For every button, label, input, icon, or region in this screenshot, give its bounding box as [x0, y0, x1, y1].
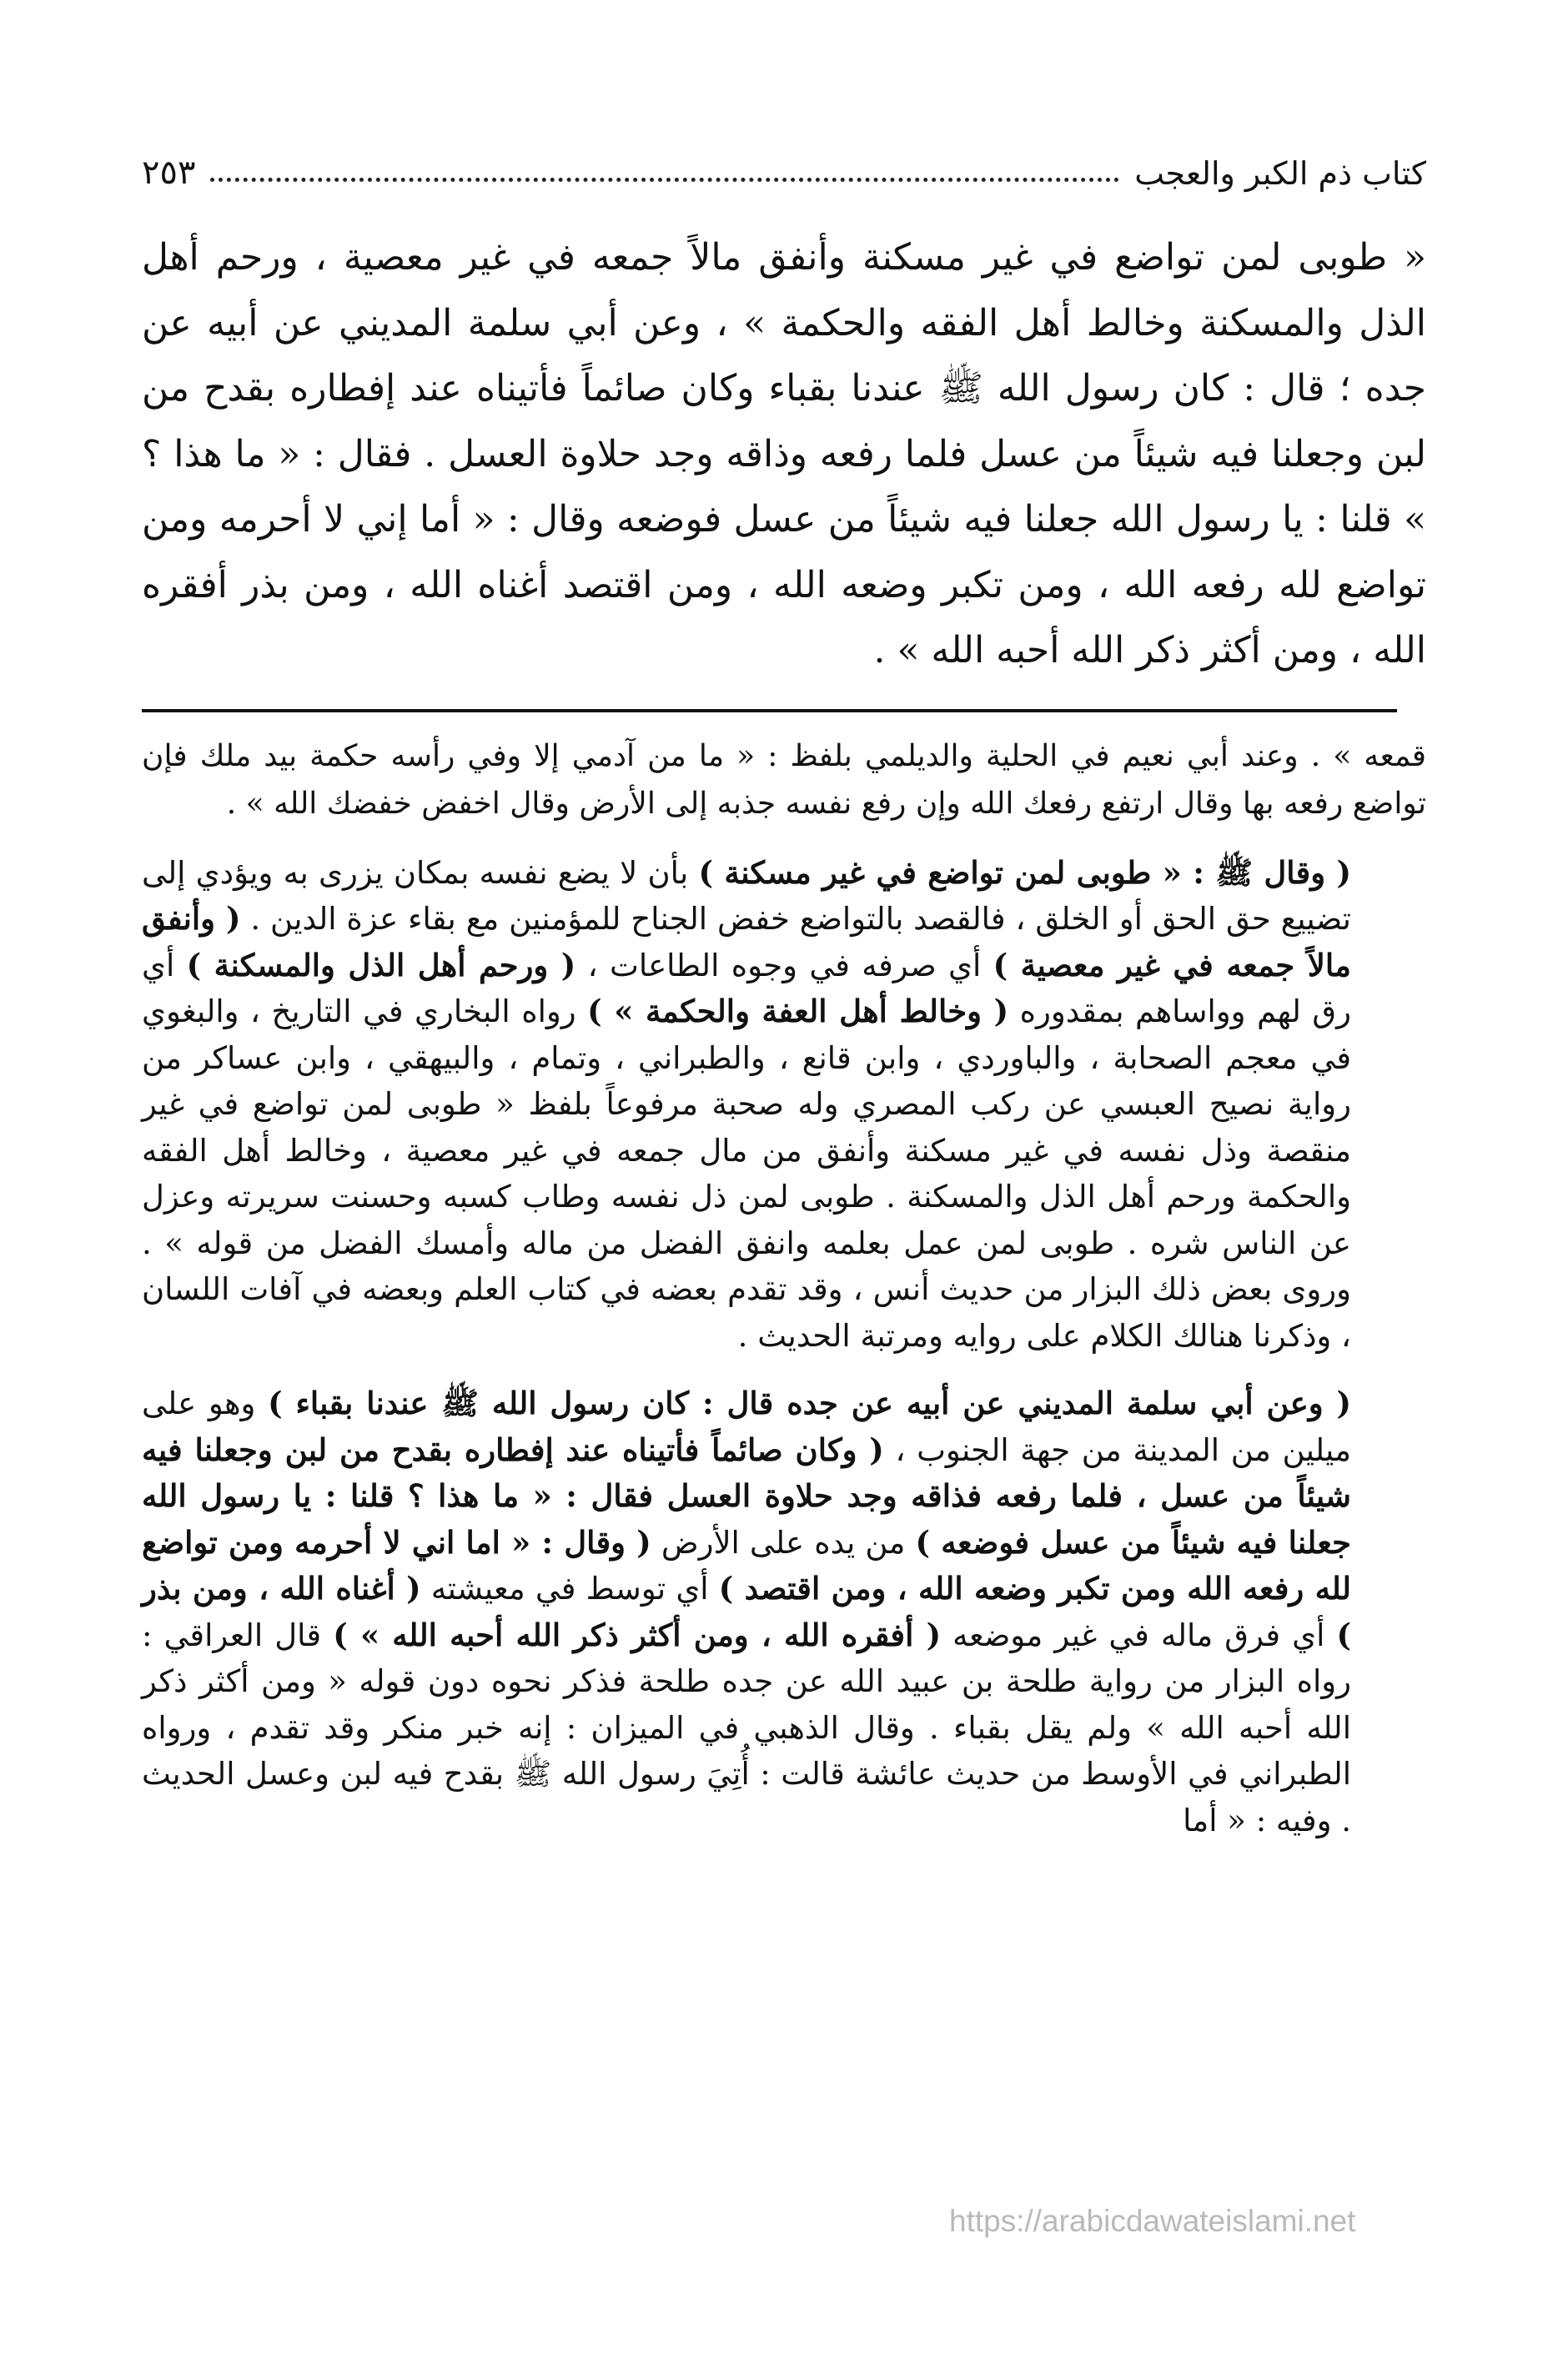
commentary-text: أي رق لهم وواساهم بمقدوره [142, 947, 1351, 1029]
quoted-text: ( وقال : « اما اني لا أحرمه ومن تواضع لله رفعه الله ومن تكبر وضعه الله ، ومن اقتصد ) [142, 1523, 1351, 1607]
commentary-text: أي فرق ماله في غير موضعه [941, 1617, 1337, 1653]
quoted-text: ( وكان صائماً فأتيناه عند إفطاره بقدح من لبن وجعلنا فيه شيئاً من عسل ، فلما رفعه فذاقه وجد حلاوة العسل فقال : « ما هذا ؟ قلنا : يا رسول الله جعلنا فيه شيئاً من عسل فوضعه ) [142, 1431, 1352, 1561]
quoted-text: ( أغناه الله ، ومن بذر ) [142, 1570, 1352, 1653]
dotted-leader [210, 178, 1119, 182]
commentary-block [142, 850, 1426, 1844]
commentary-paragraph-1 [142, 850, 1426, 1360]
commentary-paragraph-2 [142, 1381, 1426, 1843]
quoted-text: ( وخالط أهل العفة والحكمة » ) [587, 993, 1009, 1029]
commentary-text: أي توسط في معيشته [420, 1571, 719, 1607]
page-number: ٢٥٣ [142, 153, 196, 192]
commentary-text: رواه البخاري في التاريخ ، والبغوي في معجم الصحابة ، والباوردي ، وابن قانع ، والطبراني ، وتمام ، والبيهقي ، وابن عساكر من رواية نصيح العبسي عن ركب المصري وله صحبة مرفوعاً بلفظ « طوبى لمن تواضع في غير منقصة وذل نفسه في غير مسكنة وأنفق من مال جمعه في غير معصية ، وخالط أهل الفقه والحكمة ورحم أهل الذل والمسكنة . طوبى لمن ذل نفسه وطاب كسبه وحسنت سريرته وعزل عن الناس شره . طوبى لمن عمل بعلمه وانفق الفضل من ماله وأمسك الفضل من قوله » . وروى بعض ذلك البزار من حديث أنس ، وقد تقدم بعضه في كتاب العلم وبعضه في آفات اللسان ، وذكرنا هنالك الكلام على روايه ومرتبة الحديث . [142, 993, 1351, 1354]
quoted-text: ( وعن أبي سلمة المديني عن أبيه عن جده قال : كان رسول الله ﷺ عندنا بقباء ) [268, 1385, 1351, 1421]
running-header [142, 125, 1426, 192]
commentary-text: بأن لا يضع نفسه بمكان يزرى به ويؤدي إلى تضييع حق الحق أو الخلق ، فالقصد بالتواضع خفض الجناح للمؤمنين مع بقاء عزة الدين . [142, 854, 1351, 937]
quoted-text: ( أفقره الله ، ومن أكثر ذكر الله أحبه الله » ) [333, 1616, 942, 1653]
quoted-text: ( ورحم أهل الذل والمسكنة ) [186, 946, 576, 983]
main-text-block [142, 225, 1426, 684]
website-watermark: https://arabicdawateislami.net [949, 2204, 1356, 2238]
footnote-continuation: قمعه » . وعند أبي نعيم في الحلية والديلمي بلفظ : « ما من آدمي إلا وفي رأسه حكمة بيد ملك فإن تواضع رفعه بها وقال ارتفع رفعك الله وإن رفع نفسه جذبه إلى الأرض وقال اخفض خفضك الله » . [142, 738, 1426, 821]
commentary-text: قال العراقي : رواه البزار من رواية طلحة بن عبيد الله عن جده طلحة فذكر نحوه دون قوله « ومن أكثر ذكر الله أحبه الله » ولم يقل بقباء . وقال الذهبي في الميزان : إنه خبر منكر وقد تقدم ، ورواه الطبراني في الأوسط من حديث عائشة قالت : أُتِيَ رسول الله ﷺ بقدح فيه لبن وعسل الحديث . وفيه : « أما [142, 1617, 1351, 1838]
quoted-text: ( وقال ﷺ : « طوبى لمن تواضع في غير مسكنة ) [698, 853, 1351, 891]
separator-rule [142, 709, 1397, 712]
commentary-text: من يده على الأرض [651, 1524, 916, 1561]
commentary-text: وهو على ميلين من المدينة من جهة الجنوب ، [142, 1386, 1352, 1468]
quoted-text: ( وأنفق مالاً جمعه في غير معصية ) [142, 900, 1351, 983]
running-title: كتاب ذم الكبر والعجب [1134, 155, 1426, 192]
commentary-text: أي صرفه في وجوه الطاعات ، [575, 947, 993, 983]
main-text-paragraph: « طوبى لمن تواضع في غير مسكنة وأنفق مالاً جمعه في غير معصية ، ورحم أهل الذل والمسكنة وخالط أهل الفقه والحكمة » ، وعن أبي سلمة المديني عن أبيه عن جده ؛ قال : كان رسول الله ﷺ عندنا بقباء وكان صائماً فأتيناه عند إفطاره بقدح من لبن وجعلنا فيه شيئاً من عسل فلما رفعه وذاقه وجد حلاوة العسل . فقال : « ما هذا ؟ » قلنا : يا رسول الله جعلنا فيه شيئاً من عسل فوضعه وقال : « أما إني لا أحرمه ومن تواضع لله رفعه الله ، ومن تكبر وضعه الله ، ومن اقتصد أغناه الله ، ومن بذر أفقره الله ، ومن أكثر ذكر الله أحبه الله » . [142, 236, 1427, 671]
book-page [142, 125, 1426, 2277]
